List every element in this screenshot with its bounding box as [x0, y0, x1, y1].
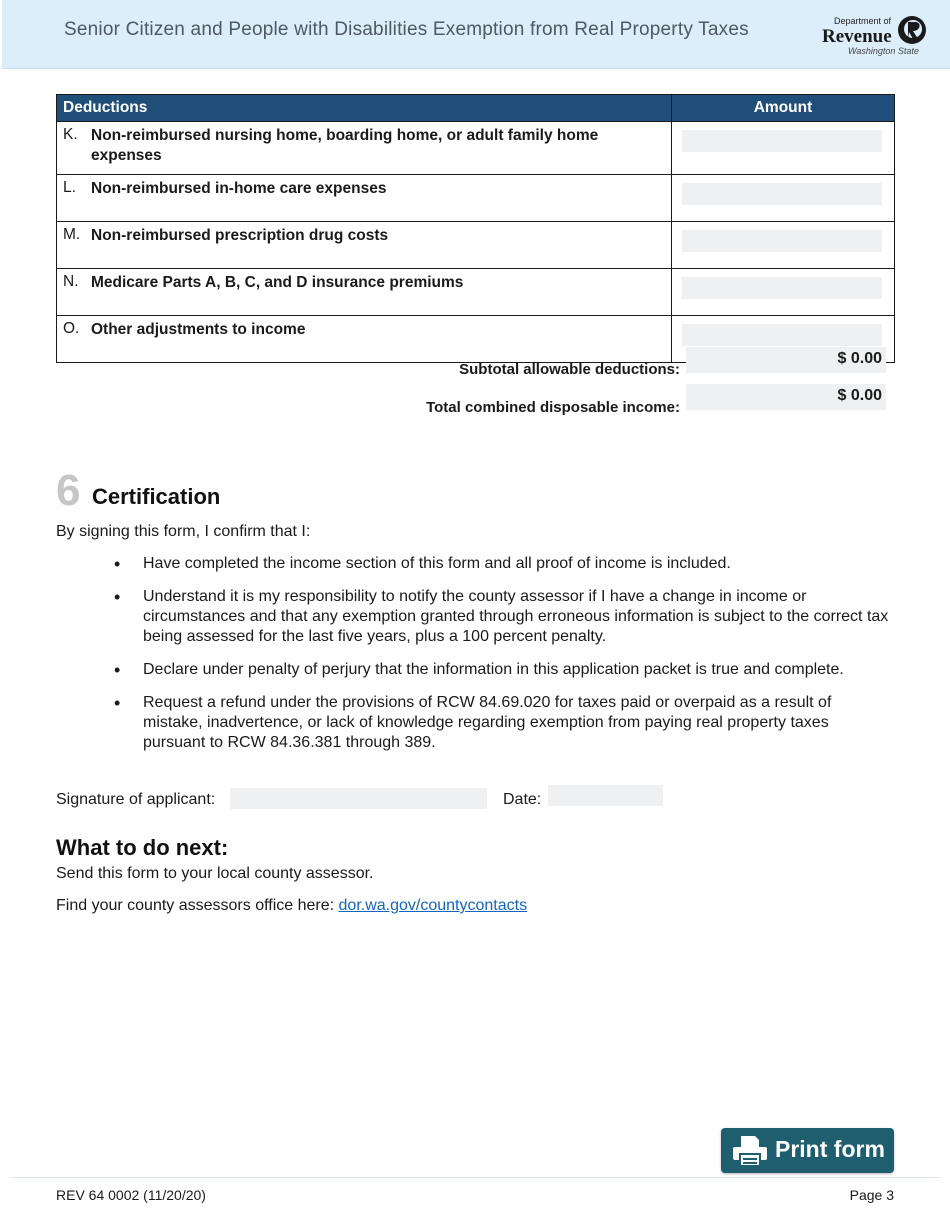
page-number: Page 3 — [849, 1187, 894, 1203]
amount-field-m[interactable] — [682, 230, 882, 252]
deduction-row-k — [57, 122, 895, 175]
list-item: • Declare under penalty of perjury that the information in this application packet is true and complete. — [100, 660, 890, 680]
row-label: Non-reimbursed nursing home, boarding home, or adult family home expenses — [91, 127, 599, 164]
form-id: REV 64 0002 (11/20/20) — [56, 1187, 206, 1203]
county-contacts-prefix: Find your county assessors office here: — [56, 897, 339, 914]
row-letter: O. — [63, 320, 80, 337]
list-item: • Understand it is my responsibility to notify the county assessor if I have a change in income or circumstances and that any exemption granted through erroneous information is subject to the correct tax being assessed for the last five years, plus a 100 percent penalty. — [100, 587, 890, 647]
row-label: Other adjustments to income — [91, 321, 306, 338]
row-label: Non-reimbursed in-home care expenses — [91, 180, 387, 197]
row-letter: K. — [63, 126, 78, 143]
form-title: Senior Citizen and People with Disabilities Exemption from Real Property Taxes — [64, 19, 749, 40]
row-label: Medicare Parts A, B, C, and D insurance premiums — [91, 274, 464, 291]
deductions-column-header: Deductions — [57, 95, 672, 122]
printer-icon — [731, 1134, 769, 1168]
deduction-row-n — [57, 269, 895, 316]
total-value: $ 0.00 — [837, 387, 882, 404]
date-field[interactable] — [548, 785, 663, 806]
total-label: Total combined disposable income: — [426, 399, 680, 416]
logo-state-text: Washington State — [848, 46, 919, 56]
deduction-row-l — [57, 175, 895, 222]
signature-field[interactable] — [230, 788, 487, 809]
amount-column-header: Amount — [672, 95, 895, 122]
certification-intro: By signing this form, I confirm that I: — [56, 523, 311, 540]
next-steps-title: What to do next: — [56, 835, 229, 860]
dor-emblem-icon — [896, 14, 928, 46]
print-form-button[interactable] — [721, 1128, 894, 1173]
county-contacts-link[interactable]: dor.wa.gov/countycontacts — [338, 897, 528, 914]
logo-dept-text: Department of — [834, 16, 892, 26]
page-header — [2, 0, 950, 69]
deduction-row-m — [57, 222, 895, 269]
certification-list — [100, 554, 890, 766]
total-field — [686, 384, 886, 410]
subtotal-value: $ 0.00 — [837, 350, 882, 367]
list-item: • Have completed the income section of this form and all proof of income is included. — [100, 554, 890, 574]
amount-field-o[interactable] — [682, 324, 882, 346]
subtotal-label: Subtotal allowable deductions: — [459, 361, 680, 378]
print-form-label: Print form — [775, 1136, 885, 1162]
subtotal-field — [686, 347, 886, 373]
row-letter: L. — [63, 179, 76, 196]
row-label: Non-reimbursed prescription drug costs — [91, 227, 389, 244]
signature-label: Signature of applicant: — [56, 791, 216, 808]
section-title: Certification — [92, 484, 221, 509]
date-label: Date: — [503, 791, 542, 808]
amount-field-n[interactable] — [682, 277, 882, 299]
section-number: 6 — [56, 466, 81, 515]
logo-revenue-text: Revenue — [822, 26, 892, 47]
footer-divider — [10, 1177, 940, 1178]
row-letter: M. — [63, 226, 81, 243]
deductions-table — [56, 94, 895, 363]
next-steps-text: Send this form to your local county assessor. — [56, 865, 374, 882]
amount-field-k[interactable] — [682, 130, 882, 152]
list-item: • Request a refund under the provisions of RCW 84.69.020 for taxes paid or overpaid as a result of mistake, inadvertence, or lack of knowledge regarding exemption from paying real property taxes pursuant to RCW 84.36.381 through 389. — [100, 693, 890, 753]
row-letter: N. — [63, 273, 79, 290]
dor-logo — [820, 12, 930, 58]
amount-field-l[interactable] — [682, 183, 882, 205]
county-contacts-line — [56, 897, 527, 915]
